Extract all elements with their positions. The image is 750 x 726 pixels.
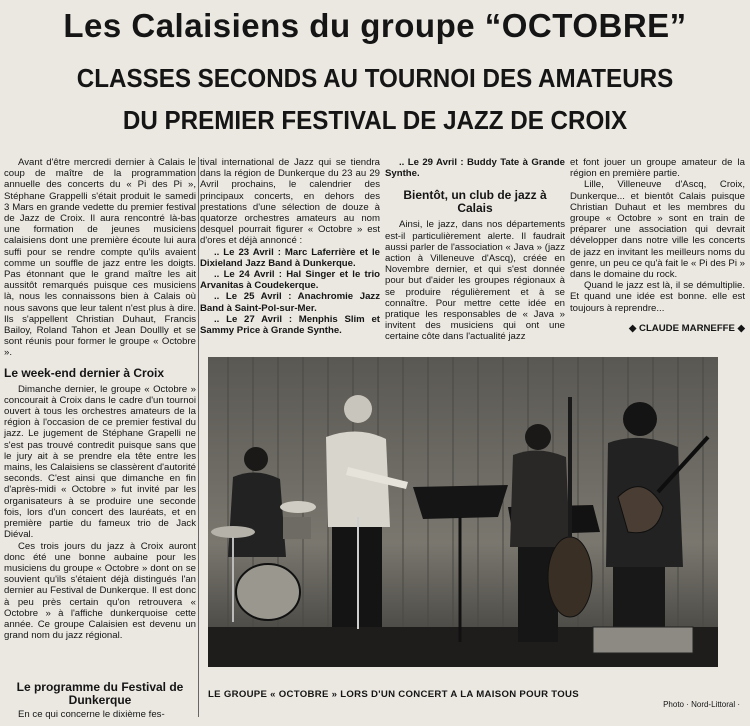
concert-photo-illustration bbox=[208, 357, 718, 667]
article-column-2 bbox=[200, 157, 380, 336]
intro-paragraph: Avant d'être mercredi dernier à Calais le coup de maître de la programmation annuelle des concerts du « Pi des Pi », Stéphane Grappelli s'était produit le samedi 3 Mars en grande vedette du premier festival de Jazz de Croix. Il aura rencontré là-bas une formation de jeunes musiciens calaisiens dont une première écoute lui aura suffi pour se rendre compte qu'ils avaient comme un souffle de jazz entre les doigts. Pas étonnant que le grand maître les ait aussitôt remarqués puisque ces musiciens là, nous les connaissons bien à Calais où nous savons que leur talent n'est plus à dire. Ils s'appellent Christian Duhaut, Francis Bailoy, Roland Tahon et Jean Doullly et se sont réunis pour former le groupe « Octobre ». bbox=[4, 157, 196, 359]
article-column-3 bbox=[385, 157, 565, 343]
photo-credit: Photo · Nord-Littoral · bbox=[663, 700, 740, 709]
subheadline-line-1: CLASSES SECONDS AU TOURNOI DES AMATEURS bbox=[76, 63, 674, 93]
festival-programme-block bbox=[4, 681, 196, 720]
club-paragraph: Ainsi, le jazz, dans nos départements est-il particulièrement alerte. Il faudrait aussi parler de l'association « Java » (jazz action à Villeneuve d'Ascq), créée en Novembre dernier, et qui s'est donnée pour but d'aider les groupes régionaux à se produire régulièrement et à se connaître. Pour mettre cette idée en pratique les responsables de « Java » invitent des musiciens qui ont une certaine côte dans l'actualité jazz bbox=[385, 219, 565, 343]
section-title-club: Bientôt, un club de jazz à Calais bbox=[403, 188, 547, 216]
concert-photo bbox=[208, 357, 718, 667]
col4-paragraph-1: et font jouer un groupe amateur de la région en première partie. bbox=[570, 157, 745, 180]
author-byline: ◆ CLAUDE MARNEFFE ◆ bbox=[628, 323, 745, 334]
section-title-week-end: Le week-end dernier à Croix bbox=[4, 365, 165, 380]
headline: Les Calaisiens du groupe “OCTOBRE” bbox=[63, 7, 687, 44]
week-end-paragraph-2: Ces trois jours du jazz à Croix auront donc été une bonne aubaine pour les musiciens du groupe « Octobre » dont on se souvient qu'ils s'étaient déjà distingués l'an dernier au Festival de Dunkerque. Il est donc à peu près certain qu'on retrouvera « Octobre » à l'affiche dunkerquoise cette année. Ce groupe Calaisien est devenu un grand nom du jazz régional. bbox=[4, 540, 196, 642]
section-title-programme: Le programme du Festival de Dunkerque bbox=[16, 680, 184, 707]
festival-programme-inner bbox=[4, 681, 196, 720]
article-column-4 bbox=[570, 157, 745, 314]
programme-lead-text: En ce qui concerne le dixième fes- bbox=[18, 709, 165, 720]
programme-paragraph: tival international de Jazz qui se tiendra dans la région de Dunkerque du 23 au 29 Avril prochains, le calendrier des principaux concerts, en dehors des prestations d'une sélection de douze à quatorze orchestres amateurs au nom desquel pourrait figurer « Octobre » est d'ores et déjà annoncé : bbox=[200, 157, 380, 247]
article-column-1 bbox=[4, 157, 196, 641]
programme-entry-24: .. Le 24 Avril : Hal Singer et le trio Arvanitas à Coudekerque. bbox=[200, 269, 380, 292]
col4-paragraph-2: Lille, Villeneuve d'Ascq, Croix, Dunkerque... et bientôt Calais puisque Christian Duhaut et les membres du groupe « Octobre » sont en train de préparer une association qui devrait développer dans notre ville les concerts de jazz en invitant les meilleurs noms du genre, un peu ce qu'à fait le « Pi des Pi » dans le domaine du rock. bbox=[570, 179, 745, 281]
subheadline-line-2: DU PREMIER FESTIVAL DE JAZZ DE CROIX bbox=[122, 105, 628, 135]
programme-entry-27: .. Le 27 Avril : Menphis Slim et Sammy Price à Grande Synthe. bbox=[200, 313, 380, 337]
programme-entry-23: .. Le 23 Avril : Marc Laferrière et le Dixieland Jazz Band à Dunkerque. bbox=[200, 246, 380, 269]
programme-entry-25: .. Le 25 Avril : Anachromie Jazz Band à Saint-Pol-sur-Mer. bbox=[200, 291, 380, 314]
col4-paragraph-3: Quand le jazz est là, il se démultiplie. Et quand une idée est bonne. elle est toujours à reprendre... bbox=[570, 280, 745, 314]
week-end-paragraph-1: Dimanche dernier, le groupe « Octobre » concourait à Croix dans le cadre d'un tournoi ouvert à tous les orchestres amateurs de la région à l'occasion de ce premier festival du jazz. Le jugement de Stéphane Grapelli ne s'est pas trouvé contredit puisque sans que le jury ait à se prendre ela tête entre les mains, les Calaisiens se classèrent d'autorité seconds. C'est ainsi que dimanche en fin d'après-midi « Octobre » fut invité par les organisateurs à se produire une seconde fois, lors d'un concert des lauréats, et en première partie du fameux trio de Jack Diéval. bbox=[4, 383, 196, 541]
photo-caption: LE GROUPE « OCTOBRE » LORS D'UN CONCERT A LA MAISON POUR TOUS bbox=[208, 689, 579, 700]
column-divider bbox=[198, 157, 199, 717]
programme-entry-29: .. Le 29 Avril : Buddy Tate à Grande Synthe. bbox=[385, 157, 565, 180]
